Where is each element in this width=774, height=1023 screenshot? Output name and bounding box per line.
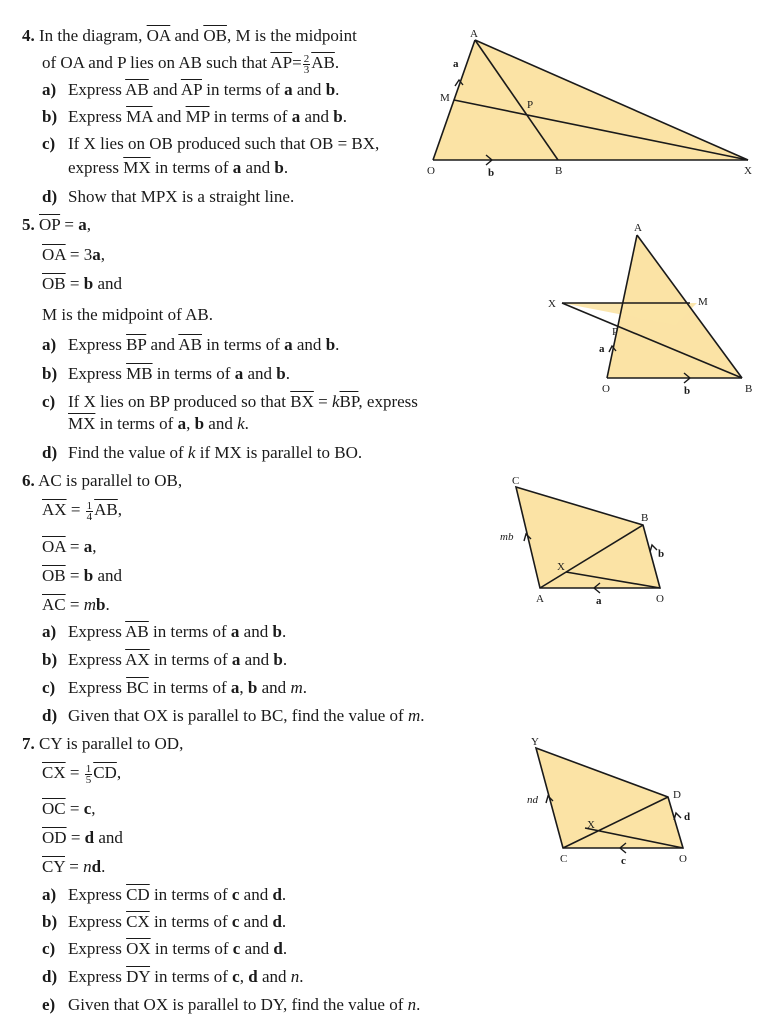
q7-label-y: Y xyxy=(531,736,539,748)
q6-label-b: B xyxy=(641,512,649,524)
q7-number: 7. xyxy=(22,734,35,753)
q7-part-a: a) Express $\overline{CD}$ in terms of c and d. xyxy=(42,885,287,904)
q5-label-p: P xyxy=(612,326,619,338)
q7-vector-c: c xyxy=(621,855,626,867)
q7-part-e: e) Given that OX is parallel to DY, find the value of n. xyxy=(42,995,421,1014)
q6-line-1: 6. AC is parallel to OB, xyxy=(22,471,183,490)
q5-line-2: $\overline{OA} = 3a$, xyxy=(42,245,105,264)
q4-label-m: M xyxy=(440,92,450,104)
q7-part-b: b) Express $\overline{CX}$ in terms of c and d. xyxy=(42,912,287,931)
q4-vector-a: a xyxy=(453,58,459,70)
q4-part-a: a) Express $\overline{AB}$ and $\overline{AP}$ in terms of a and b. xyxy=(42,80,340,99)
q5-line-1: 5. $\overline{OP} = a$, xyxy=(22,215,91,234)
q7-line-5: $\overline{CY}$ = nd. xyxy=(42,857,106,876)
q6-label-o: O xyxy=(656,593,664,605)
q6-part-b: b) Express $\overline{AX}$ in terms of a and b. xyxy=(42,650,288,669)
q5-line-3: $\overline{OB} = b$ and xyxy=(42,274,122,293)
q4-label-b: B xyxy=(555,165,563,177)
q5-label-o: O xyxy=(602,383,610,395)
q7-line-1: 7. CY is parallel to OD, xyxy=(22,734,184,753)
q7-part-d: d) Express $\overline{DY}$ in terms of c, d and n. xyxy=(42,967,304,986)
q6-line-5: $\overline{AC}$ = mb. xyxy=(42,595,110,614)
q6-part-c: c) Express $\overline{BC}$ in terms of a, b and m. xyxy=(42,678,307,697)
q5-part-a: a) Express $\overline{BP}$ and $\overline{AB}$ in terms of a and b. xyxy=(42,335,340,354)
q7-label-d: D xyxy=(673,789,681,801)
q4-label-p: P xyxy=(527,99,534,111)
q7-vector-nd: nd xyxy=(527,794,538,806)
q5-label-b: B xyxy=(745,383,753,395)
q7-part-c: c) Express $\overline{OX}$ in terms of c and d. xyxy=(42,939,288,958)
q6-line-2: $\overline{AX}$ = $\frac{1}{4}$ $\overline{AB}$, xyxy=(42,499,123,523)
q5-part-d: d) Find the value of k if MX is parallel to BO. xyxy=(42,443,363,462)
q5-part-c-line-1: c) If X lies on BP produced so that $\overline{BX} = k\overline{BP}$, express xyxy=(42,392,418,411)
q6-vector-a: a xyxy=(596,595,602,607)
q4-label-o: O xyxy=(427,165,435,177)
q6-line-3: $\overline{OA} = a$, xyxy=(42,537,97,556)
q4-line-2: of OA and P lies on AB such that $\overline{AP}=$ $\frac{2}{3}$ $\overline{AB}$. xyxy=(42,52,340,76)
q6-fraction: $\frac{1}{4}$ xyxy=(86,499,93,523)
q7-label-x: X xyxy=(587,819,595,831)
q4-part-c-line-2: express $\overline{MX}$ in terms of a and b. xyxy=(68,158,289,177)
q4-part-c-line-1: c) If X lies on OB produced such that OB = BX, xyxy=(42,134,380,153)
q6-vector-mb: mb xyxy=(500,531,514,543)
q4-part-b: b) Express $\overline{MA}$ and $\overline{MP}$ in terms of a and b. xyxy=(42,107,347,126)
q4-line-1: 4. In the diagram, $\overline{OA}$ and $\overline{OB}$, M is the midpoint xyxy=(22,26,357,45)
q5-label-x: X xyxy=(548,298,556,310)
q4-number: 4. xyxy=(22,26,35,45)
q7-line-2: $\overline{CX}$ = $\frac{1}{5}$ $\overline{CD}$, xyxy=(42,762,122,786)
q5-line-4: M is the midpoint of AB. xyxy=(42,305,213,324)
q4-vector-b: b xyxy=(488,167,495,179)
q6-part-d: d) Given that OX is parallel to BC, find the value of m. xyxy=(42,706,425,725)
q6-part-a: a) Express $\overline{AB}$ in terms of a and b. xyxy=(42,622,287,641)
q6-label-a-point: A xyxy=(536,593,544,605)
q6-number: 6. xyxy=(22,471,35,490)
q7-line-3: $\overline{OC} = c$, xyxy=(42,799,96,818)
q5-vector-b: b xyxy=(684,385,691,397)
q4-label-a-point: A xyxy=(470,28,478,40)
q6-label-c: C xyxy=(512,475,520,487)
q7-label-o: O xyxy=(679,853,687,865)
q5-label-a-point: A xyxy=(634,222,642,234)
q7-line-4: $\overline{OD} = d$ and xyxy=(42,828,123,847)
q7-vector-d: d xyxy=(684,811,691,823)
q4-part-d: d) Show that MPX is a straight line. xyxy=(42,187,295,206)
q5-vector-a: a xyxy=(599,343,605,355)
q4-label-x: X xyxy=(744,165,752,177)
q7-fraction: $\frac{1}{5}$ xyxy=(85,762,92,786)
q7-label-c: C xyxy=(560,853,568,865)
q4-fraction: $\frac{2}{3}$ xyxy=(303,52,310,76)
q6-vector-b: b xyxy=(658,548,665,560)
q5-number: 5. xyxy=(22,215,35,234)
q6-label-x: X xyxy=(557,561,565,573)
q5-part-c-line-2: $\overline{MX}$ in terms of a, b and k. xyxy=(68,414,249,433)
q5-part-b: b) Express $\overline{MB}$ in terms of a and b. xyxy=(42,364,290,383)
q6-line-4: $\overline{OB} = b$ and xyxy=(42,566,122,585)
q5-label-m: M xyxy=(698,296,708,308)
